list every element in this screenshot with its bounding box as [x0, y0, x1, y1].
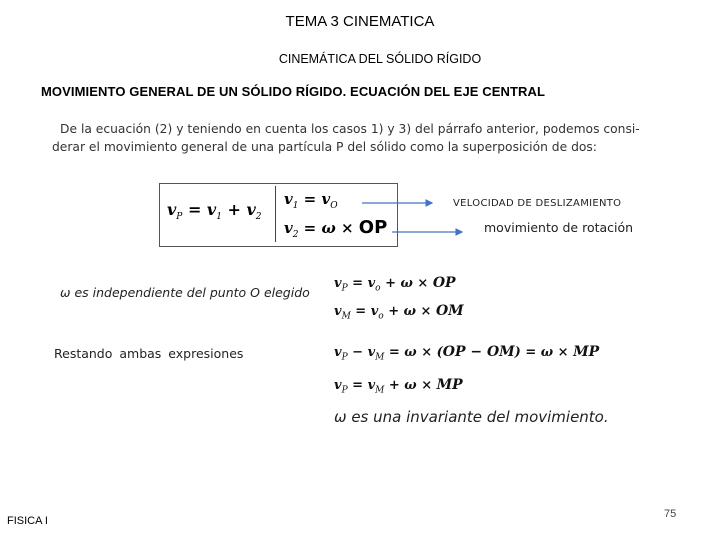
f3-b: − v — [347, 345, 376, 360]
f2-c: + ω × — [383, 304, 436, 319]
formula-vp-mp — [334, 377, 463, 396]
f3-a: v — [334, 345, 342, 360]
f1-sub2: o — [375, 283, 381, 294]
eq1-sub: 1 — [292, 201, 299, 211]
restando-note: Restando ambas expresiones — [54, 346, 244, 361]
intro-line-1: De la ecuación (2) y teniendo en cuenta los casos 1) y 3) del párrafo anterior, podemos consi- — [60, 122, 640, 136]
formula-vp — [334, 275, 456, 294]
f4-c: + ω × — [384, 378, 437, 393]
f3-sub2: M — [375, 352, 385, 363]
f1-b: = v — [347, 276, 376, 291]
f2-a: v — [334, 304, 342, 319]
page-number: 75 — [664, 508, 677, 520]
invariant-note: ω es una invariante del movimiento. — [334, 408, 609, 426]
f1-sub1: P — [341, 283, 348, 294]
eq2-a: v — [284, 219, 293, 237]
eq2-b: = ω × — [298, 219, 359, 237]
formula-difference — [334, 344, 599, 363]
main-lhs: v — [167, 200, 177, 219]
section-heading: MOVIMIENTO GENERAL DE UN SÓLIDO RÍGIDO. ECUACIÓN DEL EJE CENTRAL — [41, 84, 546, 99]
f2-sub2: o — [378, 311, 384, 322]
f3-e: ) = ω × — [514, 345, 574, 360]
f3-c: = ω × ( — [384, 345, 443, 360]
formula-vm — [334, 303, 464, 322]
omega-independent-note: ω es independiente del punto O elegido — [60, 285, 310, 300]
main-rhs-sub2: 2 — [255, 212, 262, 223]
f2-sub1: M — [341, 311, 351, 322]
main-lhs-sub: P — [176, 212, 183, 223]
f1-a: v — [334, 276, 342, 291]
f4-sub2: M — [375, 385, 385, 396]
slide-title: TEMA 3 CINEMATICA — [285, 13, 435, 30]
main-rhs-sub1: 1 — [216, 212, 222, 223]
f3-d: OP − OM — [442, 344, 515, 360]
f1-c: + ω × — [380, 276, 433, 291]
eq1-sub2: O — [330, 201, 338, 211]
f4-a: v — [334, 378, 342, 393]
intro-line-2: derar el movimiento general de una partícula P del sólido como la superposición de dos: — [52, 140, 597, 154]
f2-b: = v — [350, 304, 379, 319]
main-plus: + v — [221, 200, 256, 219]
f1-d: OP — [432, 275, 456, 291]
slide-subtitle: CINEMÁTICA DEL SÓLIDO RÍGIDO — [278, 52, 482, 66]
f2-d: OM — [435, 303, 464, 319]
label-rotation: movimiento de rotación — [484, 220, 634, 235]
eq1-b: = v — [298, 190, 331, 208]
f3-f: MP — [573, 344, 600, 360]
f4-d: MP — [436, 377, 463, 393]
label-velocity: VELOCIDAD DE DESLIZAMIENTO — [453, 198, 622, 209]
eq2-sub: 2 — [292, 230, 299, 240]
eq2-op: OP — [358, 217, 388, 238]
footer-course: FISICA I — [7, 515, 48, 527]
f3-sub1: P — [341, 352, 348, 363]
main-rhs: = v — [187, 200, 217, 219]
eq1-a: v — [284, 190, 293, 208]
f4-sub1: P — [341, 385, 348, 396]
f4-b: = v — [347, 378, 376, 393]
